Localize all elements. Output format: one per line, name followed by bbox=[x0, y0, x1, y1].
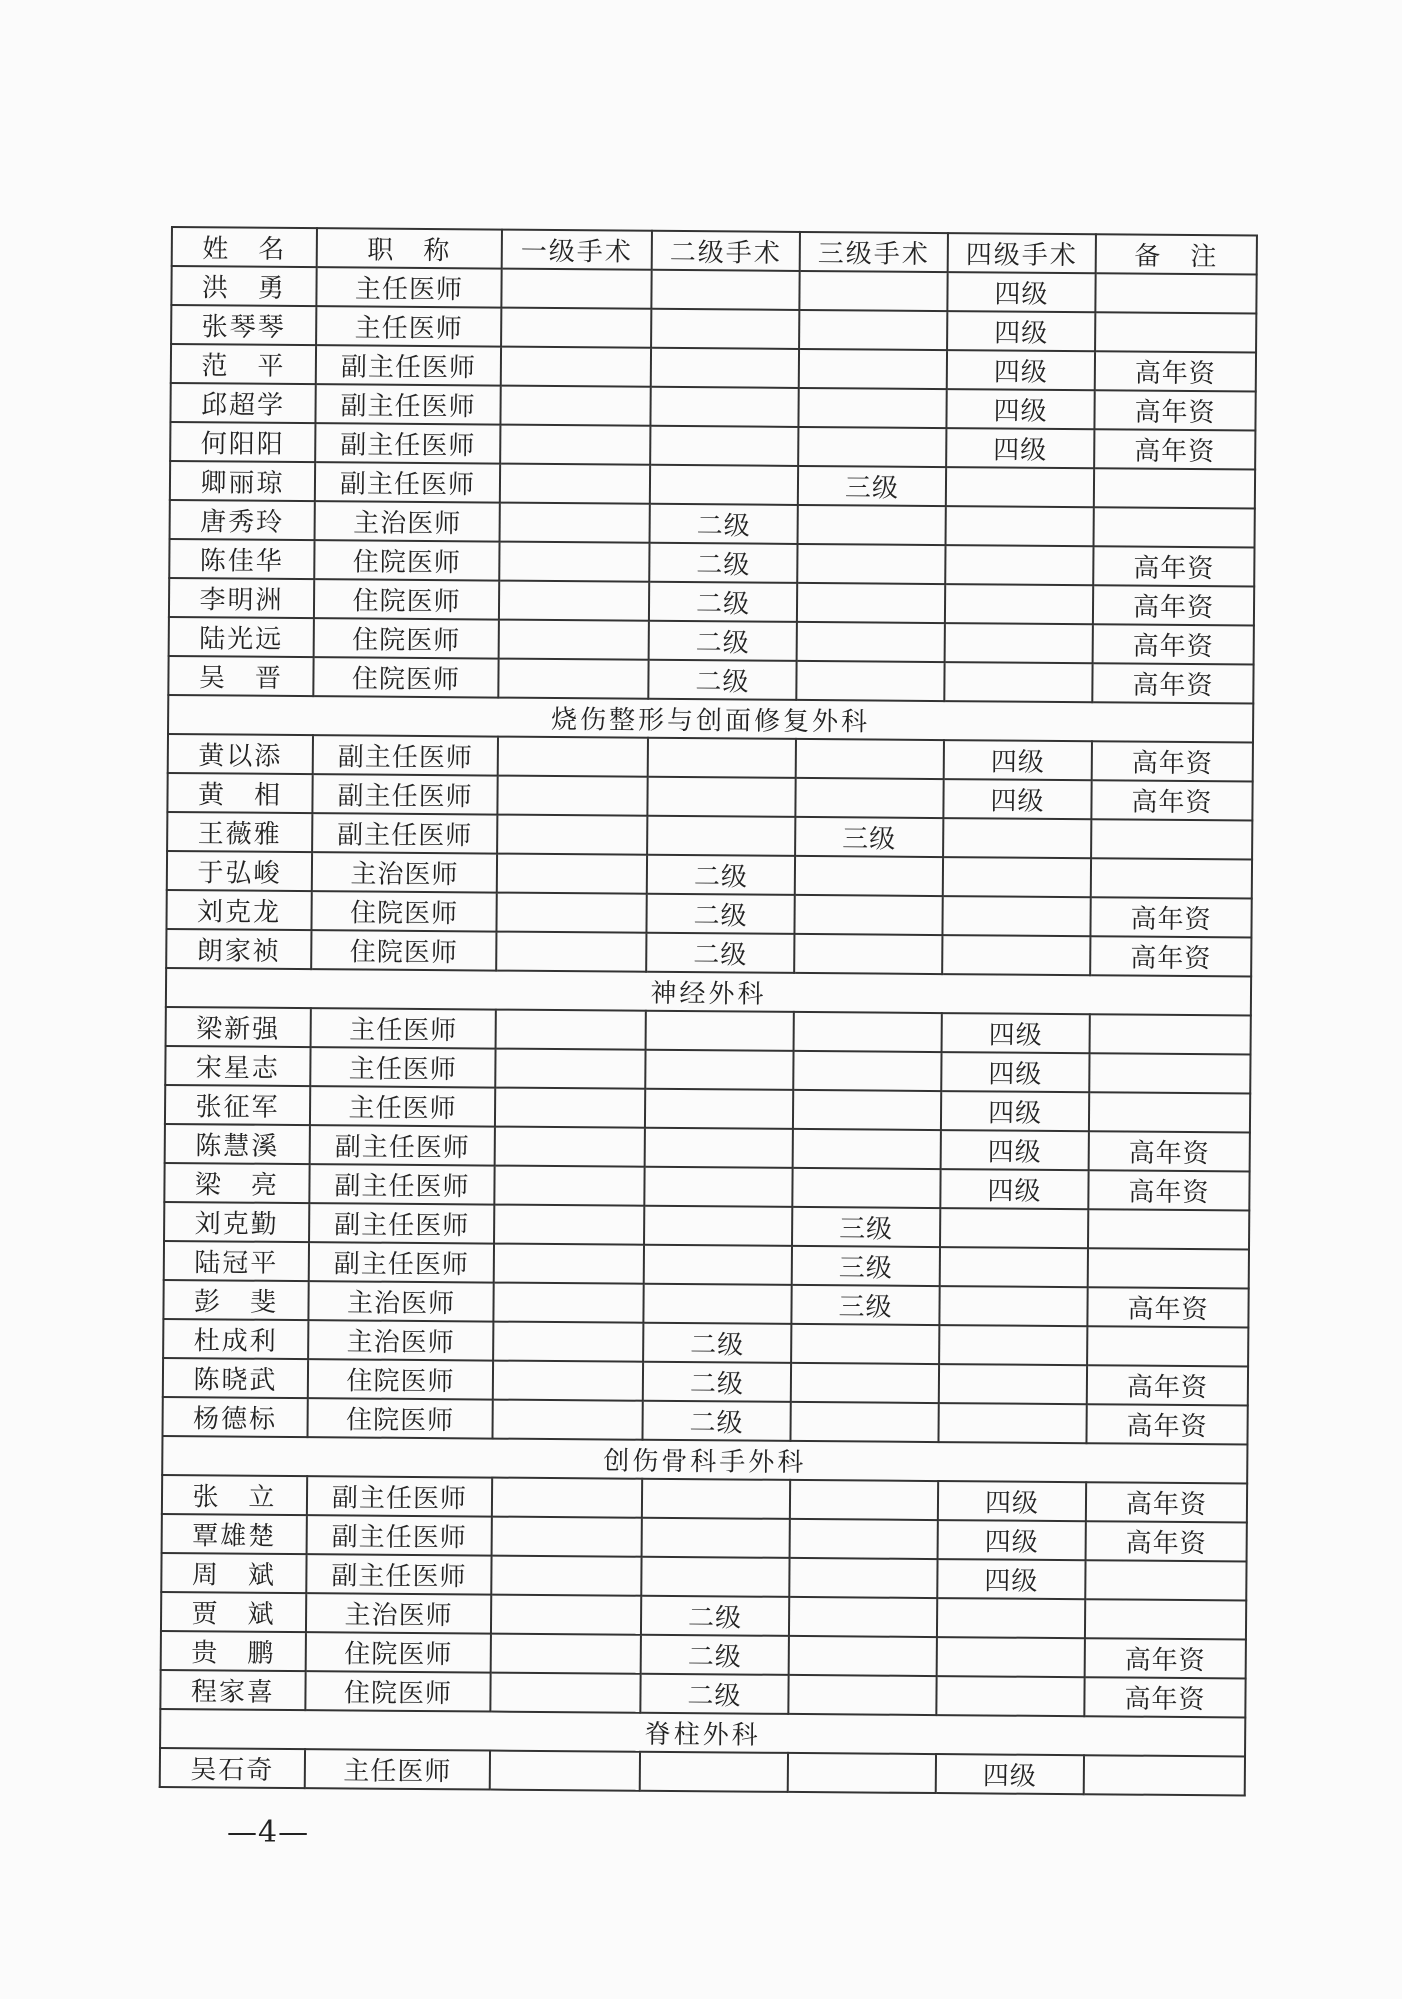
title-cell: 副主任医师 bbox=[312, 813, 497, 853]
name-cell: 贵 鹏 bbox=[161, 1631, 306, 1671]
name-cell: 吴 晋 bbox=[168, 656, 313, 696]
title-cell: 住院医师 bbox=[308, 1359, 493, 1399]
level-4-cell: 四级 bbox=[941, 1091, 1089, 1131]
level-4-cell: 四级 bbox=[936, 1754, 1084, 1794]
title-cell: 主治医师 bbox=[306, 1593, 491, 1633]
level-3-cell bbox=[793, 1090, 941, 1130]
level-4-cell bbox=[945, 584, 1093, 624]
level-4-cell: 四级 bbox=[947, 272, 1095, 312]
level-3-cell bbox=[788, 1675, 936, 1715]
level-4-cell bbox=[942, 896, 1090, 936]
level-3-cell bbox=[791, 1324, 939, 1364]
remarks-cell: 高年资 bbox=[1087, 1287, 1248, 1327]
level-4-cell: 四级 bbox=[944, 740, 1092, 780]
level-3-cell bbox=[790, 1402, 938, 1442]
title-cell: 住院医师 bbox=[305, 1671, 490, 1711]
level-1-cell bbox=[497, 854, 647, 894]
level-4-cell bbox=[937, 1637, 1085, 1677]
level-2-cell bbox=[643, 1284, 791, 1324]
level-2-cell bbox=[651, 270, 799, 310]
level-2-cell: 二级 bbox=[648, 660, 796, 700]
level-2-cell bbox=[645, 1050, 793, 1090]
level-4-cell bbox=[940, 1208, 1088, 1248]
level-1-cell bbox=[498, 737, 648, 777]
name-cell: 于弘峻 bbox=[167, 851, 312, 891]
level-1-cell bbox=[501, 347, 651, 387]
level-2-cell: 二级 bbox=[643, 1362, 791, 1402]
level-3-cell: 三级 bbox=[792, 1246, 940, 1286]
header-remarks: 备 注 bbox=[1096, 234, 1257, 274]
remarks-cell: 高年资 bbox=[1094, 390, 1255, 430]
level-1-cell bbox=[501, 269, 651, 309]
remarks-cell bbox=[1091, 819, 1252, 859]
level-1-cell bbox=[492, 1478, 642, 1518]
name-cell: 宋星志 bbox=[165, 1046, 310, 1086]
level-4-cell: 四级 bbox=[940, 1169, 1088, 1209]
remarks-cell bbox=[1087, 1326, 1248, 1366]
level-3-cell: 三级 bbox=[791, 1285, 939, 1325]
level-4-cell bbox=[945, 545, 1093, 585]
level-1-cell bbox=[500, 425, 650, 465]
level-2-cell: 二级 bbox=[649, 543, 797, 583]
name-cell: 黄以添 bbox=[168, 734, 313, 774]
name-cell: 梁 亮 bbox=[164, 1163, 309, 1203]
level-1-cell bbox=[497, 776, 647, 816]
name-cell: 黄 相 bbox=[167, 773, 312, 813]
level-4-cell: 四级 bbox=[946, 389, 1094, 429]
title-cell: 住院医师 bbox=[314, 618, 499, 658]
name-cell: 陆冠平 bbox=[164, 1241, 309, 1281]
remarks-cell: 高年资 bbox=[1091, 780, 1252, 820]
title-cell: 住院医师 bbox=[311, 891, 496, 931]
level-3-cell bbox=[799, 349, 947, 389]
level-2-cell: 二级 bbox=[646, 894, 794, 934]
level-1-cell bbox=[493, 1322, 643, 1362]
level-4-cell: 四级 bbox=[942, 1013, 1090, 1053]
level-1-cell bbox=[501, 308, 651, 348]
level-3-cell bbox=[793, 1051, 941, 1091]
name-cell: 覃雄楚 bbox=[162, 1514, 307, 1554]
level-1-cell bbox=[494, 1244, 644, 1284]
level-3-cell bbox=[799, 271, 947, 311]
remarks-cell bbox=[1088, 1248, 1249, 1288]
level-3-cell bbox=[789, 1558, 937, 1598]
header-level-2: 二级手术 bbox=[652, 231, 800, 271]
level-2-cell bbox=[650, 465, 798, 505]
level-2-cell: 二级 bbox=[649, 582, 797, 622]
title-cell: 副主任医师 bbox=[309, 1242, 494, 1282]
level-3-cell bbox=[798, 427, 946, 467]
level-3-cell bbox=[798, 505, 946, 545]
remarks-cell bbox=[1091, 858, 1252, 898]
level-4-cell bbox=[946, 506, 1094, 546]
level-2-cell bbox=[646, 1011, 794, 1051]
table-row bbox=[160, 1748, 1245, 1796]
title-cell: 住院医师 bbox=[311, 930, 496, 970]
level-4-cell bbox=[943, 857, 1091, 897]
page-number: —4— bbox=[227, 1815, 310, 1850]
name-cell: 陈慧溪 bbox=[165, 1124, 310, 1164]
level-4-cell: 四级 bbox=[943, 779, 1091, 819]
level-2-cell: 二级 bbox=[640, 1674, 788, 1714]
name-cell: 唐秀玲 bbox=[170, 500, 315, 540]
level-1-cell bbox=[499, 620, 649, 660]
level-1-cell bbox=[492, 1517, 642, 1557]
level-1-cell bbox=[491, 1595, 641, 1635]
surgery-authorization-table bbox=[159, 226, 1258, 1796]
name-cell: 陈佳华 bbox=[169, 539, 314, 579]
header-name: 姓 名 bbox=[172, 227, 317, 267]
remarks-cell bbox=[1090, 1014, 1251, 1054]
level-2-cell: 二级 bbox=[649, 621, 797, 661]
level-3-cell bbox=[794, 895, 942, 935]
name-cell: 张 立 bbox=[162, 1475, 307, 1515]
level-4-cell bbox=[939, 1286, 1087, 1326]
level-1-cell bbox=[494, 1205, 644, 1245]
level-3-cell bbox=[799, 310, 947, 350]
level-4-cell bbox=[945, 623, 1093, 663]
level-3-cell bbox=[796, 739, 944, 779]
level-1-cell bbox=[499, 581, 649, 621]
name-cell: 张琴琴 bbox=[171, 305, 316, 345]
title-cell: 副主任医师 bbox=[306, 1554, 491, 1594]
level-1-cell bbox=[496, 893, 646, 933]
title-cell: 住院医师 bbox=[314, 579, 499, 619]
level-2-cell bbox=[644, 1245, 792, 1285]
level-2-cell bbox=[644, 1206, 792, 1246]
header-level-3: 三级手术 bbox=[800, 232, 948, 272]
title-cell: 主任医师 bbox=[311, 1008, 496, 1048]
title-cell: 主治医师 bbox=[308, 1320, 493, 1360]
title-cell: 住院医师 bbox=[306, 1632, 491, 1672]
level-2-cell bbox=[642, 1518, 790, 1558]
level-4-cell: 四级 bbox=[937, 1559, 1085, 1599]
title-cell: 副主任医师 bbox=[309, 1164, 494, 1204]
title-cell: 主任医师 bbox=[316, 306, 501, 346]
level-3-cell bbox=[797, 583, 945, 623]
name-cell: 何阳阳 bbox=[170, 422, 315, 462]
level-2-cell: 二级 bbox=[641, 1635, 789, 1675]
name-cell: 陆光远 bbox=[169, 617, 314, 657]
remarks-cell bbox=[1095, 312, 1256, 352]
level-3-cell bbox=[798, 388, 946, 428]
level-3-cell bbox=[794, 1012, 942, 1052]
level-1-cell bbox=[490, 1673, 640, 1713]
title-cell: 主治医师 bbox=[312, 852, 497, 892]
name-cell: 李明洲 bbox=[169, 578, 314, 618]
name-cell: 卿丽琼 bbox=[170, 461, 315, 501]
remarks-cell bbox=[1089, 1092, 1250, 1132]
level-2-cell bbox=[651, 309, 799, 349]
level-2-cell: 二级 bbox=[641, 1596, 789, 1636]
level-3-cell bbox=[793, 1129, 941, 1169]
level-4-cell: 四级 bbox=[938, 1481, 1086, 1521]
level-3-cell bbox=[796, 661, 944, 701]
remarks-cell: 高年资 bbox=[1093, 546, 1254, 586]
remarks-cell bbox=[1088, 1209, 1249, 1249]
level-2-cell bbox=[645, 1089, 793, 1129]
title-cell: 副主任医师 bbox=[315, 384, 500, 424]
level-4-cell: 四级 bbox=[941, 1130, 1089, 1170]
remarks-cell: 高年资 bbox=[1087, 1365, 1248, 1405]
level-4-cell bbox=[944, 662, 1092, 702]
remarks-cell: 高年资 bbox=[1094, 429, 1255, 469]
level-3-cell: 三级 bbox=[798, 466, 946, 506]
level-2-cell bbox=[640, 1752, 788, 1792]
level-2-cell bbox=[645, 1128, 793, 1168]
level-1-cell bbox=[495, 1049, 645, 1089]
level-4-cell bbox=[939, 1364, 1087, 1404]
title-cell: 住院医师 bbox=[314, 540, 499, 580]
name-cell: 贾 斌 bbox=[161, 1592, 306, 1632]
name-cell: 吴石奇 bbox=[160, 1748, 305, 1788]
level-4-cell bbox=[939, 1325, 1087, 1365]
remarks-cell: 高年资 bbox=[1093, 624, 1254, 664]
level-2-cell bbox=[642, 1479, 790, 1519]
remarks-cell: 高年资 bbox=[1092, 663, 1253, 703]
level-4-cell bbox=[946, 467, 1094, 507]
level-2-cell bbox=[641, 1557, 789, 1597]
level-4-cell bbox=[940, 1247, 1088, 1287]
remarks-cell: 高年资 bbox=[1086, 1404, 1247, 1444]
level-4-cell bbox=[937, 1598, 1085, 1638]
level-3-cell: 三级 bbox=[792, 1207, 940, 1247]
header-title: 职 称 bbox=[317, 228, 502, 268]
header-level-1: 一级手术 bbox=[502, 230, 652, 270]
level-3-cell bbox=[794, 934, 942, 974]
level-4-cell bbox=[943, 818, 1091, 858]
level-4-cell bbox=[936, 1676, 1084, 1716]
remarks-cell: 高年资 bbox=[1090, 897, 1251, 937]
title-cell: 主治医师 bbox=[308, 1281, 493, 1321]
remarks-cell: 高年资 bbox=[1085, 1638, 1246, 1678]
remarks-cell: 高年资 bbox=[1086, 1482, 1247, 1522]
name-cell: 杨德标 bbox=[162, 1397, 307, 1437]
level-2-cell: 二级 bbox=[642, 1401, 790, 1441]
level-3-cell bbox=[788, 1753, 936, 1793]
level-1-cell bbox=[490, 1751, 640, 1791]
remarks-cell bbox=[1094, 468, 1255, 508]
remarks-cell: 高年资 bbox=[1088, 1170, 1249, 1210]
level-2-cell bbox=[647, 777, 795, 817]
level-1-cell bbox=[496, 1010, 646, 1050]
level-1-cell bbox=[500, 386, 650, 426]
remarks-cell: 高年资 bbox=[1090, 936, 1251, 976]
level-4-cell: 四级 bbox=[941, 1052, 1089, 1092]
title-cell: 副主任医师 bbox=[313, 735, 498, 775]
remarks-cell: 高年资 bbox=[1086, 1521, 1247, 1561]
level-2-cell bbox=[644, 1167, 792, 1207]
level-1-cell bbox=[493, 1361, 643, 1401]
level-1-cell bbox=[492, 1400, 642, 1440]
title-cell: 副主任医师 bbox=[307, 1476, 492, 1516]
title-cell: 主任医师 bbox=[305, 1749, 490, 1789]
title-cell: 主任医师 bbox=[310, 1047, 495, 1087]
level-1-cell bbox=[497, 815, 647, 855]
name-cell: 王薇雅 bbox=[167, 812, 312, 852]
name-cell: 程家喜 bbox=[160, 1670, 305, 1710]
name-cell: 彭 斐 bbox=[163, 1280, 308, 1320]
level-2-cell bbox=[651, 348, 799, 388]
remarks-cell: 高年资 bbox=[1084, 1677, 1245, 1717]
level-3-cell bbox=[790, 1519, 938, 1559]
level-4-cell: 四级 bbox=[947, 311, 1095, 351]
name-cell: 刘克龙 bbox=[166, 890, 311, 930]
section-title: 神经外科 bbox=[166, 968, 1251, 1016]
remarks-cell bbox=[1084, 1755, 1245, 1795]
level-1-cell bbox=[491, 1556, 641, 1596]
level-1-cell bbox=[498, 659, 648, 699]
level-2-cell bbox=[648, 738, 796, 778]
level-4-cell: 四级 bbox=[946, 428, 1094, 468]
title-cell: 副主任医师 bbox=[312, 774, 497, 814]
remarks-cell: 高年资 bbox=[1095, 351, 1256, 391]
level-2-cell: 二级 bbox=[646, 933, 794, 973]
remarks-cell bbox=[1085, 1560, 1246, 1600]
level-2-cell bbox=[650, 387, 798, 427]
level-1-cell bbox=[500, 464, 650, 504]
level-1-cell bbox=[500, 503, 650, 543]
header-level-4: 四级手术 bbox=[948, 233, 1096, 273]
title-cell: 副主任医师 bbox=[316, 345, 501, 385]
name-cell: 梁新强 bbox=[166, 1007, 311, 1047]
level-2-cell bbox=[650, 426, 798, 466]
title-cell: 主治医师 bbox=[315, 501, 500, 541]
section-title: 脊柱外科 bbox=[160, 1709, 1245, 1757]
section-title: 创伤骨科手外科 bbox=[162, 1436, 1247, 1484]
level-1-cell bbox=[495, 1127, 645, 1167]
name-cell: 范 平 bbox=[171, 344, 316, 384]
level-2-cell: 二级 bbox=[643, 1323, 791, 1363]
name-cell: 陈晓武 bbox=[163, 1358, 308, 1398]
level-2-cell: 二级 bbox=[650, 504, 798, 544]
level-3-cell bbox=[795, 778, 943, 818]
level-4-cell bbox=[942, 935, 1090, 975]
title-cell: 主任医师 bbox=[310, 1086, 495, 1126]
name-cell: 邱超学 bbox=[170, 383, 315, 423]
name-cell: 杜成利 bbox=[163, 1319, 308, 1359]
remarks-cell bbox=[1085, 1599, 1246, 1639]
remarks-cell bbox=[1095, 273, 1256, 313]
level-3-cell bbox=[797, 544, 945, 584]
level-3-cell bbox=[789, 1597, 937, 1637]
level-3-cell bbox=[789, 1636, 937, 1676]
name-cell: 周 斌 bbox=[161, 1553, 306, 1593]
title-cell: 住院医师 bbox=[313, 657, 498, 697]
level-3-cell bbox=[792, 1168, 940, 1208]
remarks-cell bbox=[1089, 1053, 1250, 1093]
level-1-cell bbox=[493, 1283, 643, 1323]
section-title: 烧伤整形与创面修复外科 bbox=[168, 695, 1253, 743]
remarks-cell bbox=[1094, 507, 1255, 547]
name-cell: 朗家祯 bbox=[166, 929, 311, 969]
level-1-cell bbox=[496, 932, 646, 972]
level-3-cell bbox=[797, 622, 945, 662]
level-3-cell bbox=[791, 1363, 939, 1403]
level-1-cell bbox=[491, 1634, 641, 1674]
level-3-cell: 三级 bbox=[795, 817, 943, 857]
name-cell: 刘克勤 bbox=[164, 1202, 309, 1242]
title-cell: 住院医师 bbox=[307, 1398, 492, 1438]
title-cell: 副主任医师 bbox=[309, 1203, 494, 1243]
level-4-cell: 四级 bbox=[947, 350, 1095, 390]
title-cell: 副主任医师 bbox=[315, 462, 500, 502]
remarks-cell: 高年资 bbox=[1093, 585, 1254, 625]
level-3-cell bbox=[795, 856, 943, 896]
level-4-cell: 四级 bbox=[938, 1520, 1086, 1560]
remarks-cell: 高年资 bbox=[1092, 741, 1253, 781]
level-4-cell bbox=[938, 1403, 1086, 1443]
level-2-cell: 二级 bbox=[647, 855, 795, 895]
level-1-cell bbox=[495, 1088, 645, 1128]
title-cell: 主任医师 bbox=[316, 267, 501, 307]
level-1-cell bbox=[494, 1166, 644, 1206]
remarks-cell: 高年资 bbox=[1089, 1131, 1250, 1171]
level-1-cell bbox=[499, 542, 649, 582]
name-cell: 洪 勇 bbox=[171, 266, 316, 306]
table-body bbox=[160, 266, 1257, 1795]
level-3-cell bbox=[790, 1480, 938, 1520]
name-cell: 张征军 bbox=[165, 1085, 310, 1125]
title-cell: 副主任医师 bbox=[307, 1515, 492, 1555]
level-2-cell bbox=[647, 816, 795, 856]
title-cell: 副主任医师 bbox=[310, 1125, 495, 1165]
title-cell: 副主任医师 bbox=[315, 423, 500, 463]
